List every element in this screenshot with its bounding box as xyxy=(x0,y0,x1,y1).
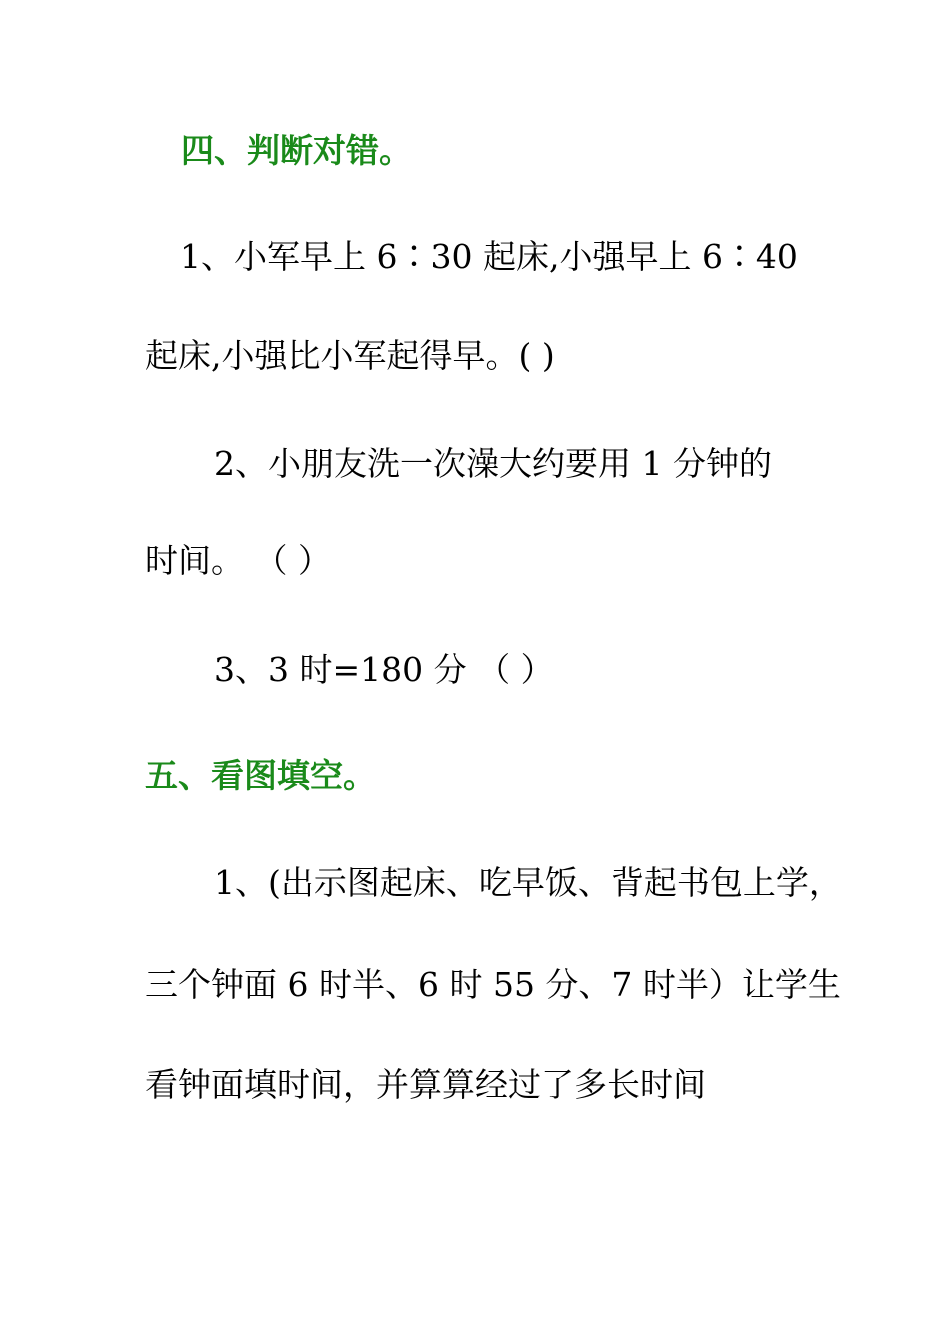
question-1-line-2: 起床,小强比小军起得早。( ) xyxy=(145,336,555,375)
fill-question-1-line-2: 三个钟面 6 时半、6 时 55 分、7 时半）让学生 xyxy=(145,965,841,1004)
fill-question-1-line-1: 1、(出示图起床、吃早饭、背起书包上学， xyxy=(214,863,842,902)
question-2-line-2: 时间。 （ ） xyxy=(145,541,331,580)
question-1-line-1: 1、小军早上 6∶30 起床,小强早上 6∶40 xyxy=(180,237,798,276)
fill-question-1-line-3: 看钟面填时间，并算算经过了多长时间 xyxy=(145,1065,706,1104)
section-four-heading: 四、判断对错。 xyxy=(181,131,412,170)
question-2-line-1: 2、小朋友洗一次澡大约要用 1 分钟的 xyxy=(214,444,772,483)
section-five-heading: 五、看图填空。 xyxy=(145,756,376,795)
question-3-line-1: 3、3 时=180 分 （ ） xyxy=(214,650,554,689)
